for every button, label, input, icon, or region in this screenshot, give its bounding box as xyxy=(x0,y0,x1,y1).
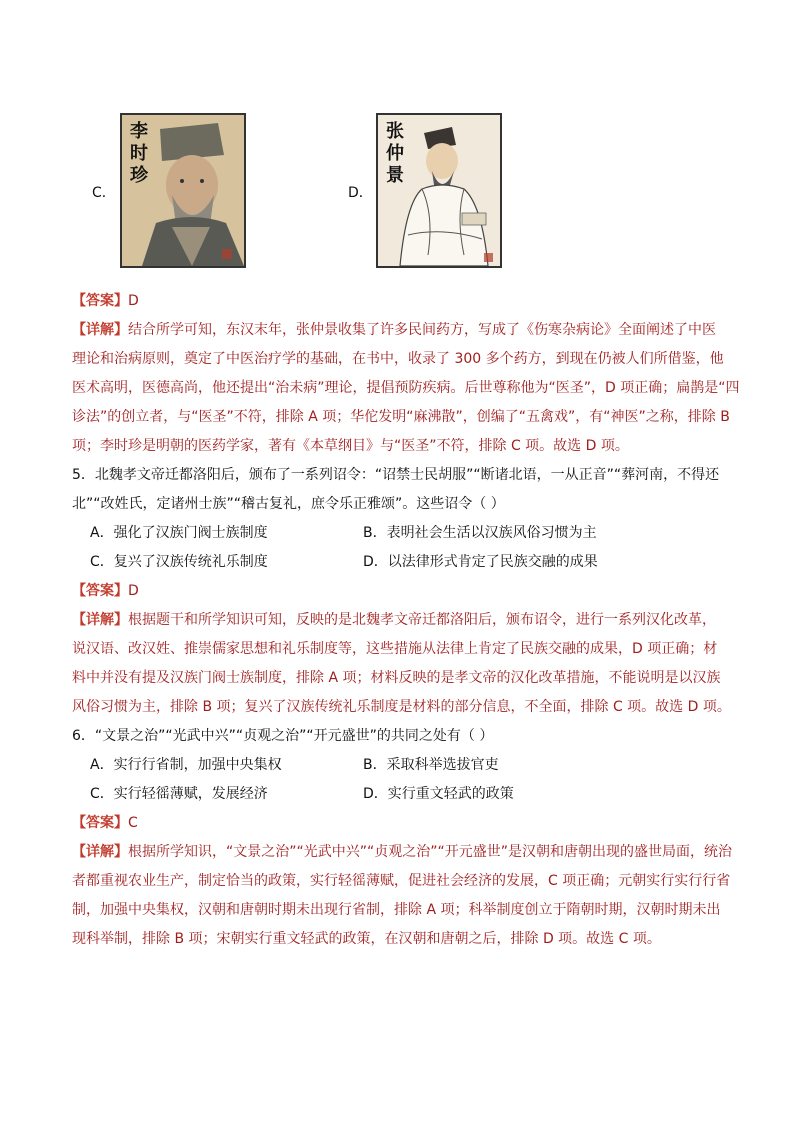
q6-option-c: C．实行轻徭薄赋，发展经济 xyxy=(90,786,268,802)
q5-stem-line: 5．北魏孝文帝迁都洛阳后，颁布了一系列诏令：“诏禁士民胡服”“断诸北语，一从正音”“葬河南，不得还 xyxy=(72,467,720,483)
q5-options-row xyxy=(72,548,732,577)
q5-explain-line: 风俗习惯为主，排除 B 项；复兴了汉族传统礼乐制度是材料的部分信息，不全面，排除 C 项。故选 D 项。 xyxy=(72,699,731,715)
q6-explain-line: 【详解】根据所学知识，“文景之治”“光武中兴”“贞观之治”“开元盛世”是汉朝和唐朝出现的盛世局面，统治 xyxy=(72,844,733,860)
q4-explain-line: 医术高明，医德高尚，他还提出“治未病”理论，提倡预防疾病。后世尊称他为“医圣”，D 项正确；扁鹊是“四 xyxy=(72,380,740,396)
q4-explain-line: 项；李时珍是明朝的医药学家，著有《本草纲目》与“医圣”不符，排除 C 项。故选 D 项。 xyxy=(72,438,629,454)
answer-tag: 【答案】 xyxy=(72,293,128,309)
answer-tag: 【答案】 xyxy=(72,815,128,831)
q4-explain-line: 理论和治病原则，奠定了中医治疗学的基础，在书中，收录了 300 多个药方，到现在仍被人们所借鉴，他 xyxy=(72,351,724,367)
explain-tag: 【详解】 xyxy=(72,612,128,628)
q5-explain-line: 【详解】根据题干和所学知识可知，反映的是北魏孝文帝迁都洛阳后，颁布诏令，进行一系列汉化改革， xyxy=(72,612,716,628)
question-content xyxy=(72,287,740,954)
zhang-zhongjing-portrait xyxy=(376,113,502,268)
q6-stem: 6．“文景之治”“光武中兴”“贞观之治”“开元盛世”的共同之处有（ ） xyxy=(72,728,494,744)
q6-explain-line: 现科举制，排除 B 项；宋朝实行重文轻武的政策，在汉朝和唐朝之后，排除 D 项。故选 C 项。 xyxy=(72,931,661,947)
q6-explain-line: 制，加强中央集权，汉朝和唐朝时期未出现行省制，排除 A 项；科举制度创立于隋朝时期，汉朝时期未出 xyxy=(72,902,721,918)
q5-option-b: B．表明社会生活以汉族风俗习惯为主 xyxy=(363,525,597,541)
answer-tag: 【答案】 xyxy=(72,583,128,599)
q5-explain-line: 料中并没有提及汉族门阀士族制度，排除 A 项；材料反映的是孝文帝的汉化改革措施，不能说明是以汉族 xyxy=(72,670,721,686)
q6-option-a: A．实行行省制，加强中央集权 xyxy=(90,757,282,773)
q5-option-a: A．强化了汉族门阀士族制度 xyxy=(90,525,268,541)
q6-option-b: B．采取科举选拔官吏 xyxy=(363,757,499,773)
q6-answer xyxy=(72,809,732,838)
q4-answer xyxy=(72,287,732,316)
answer-value: D xyxy=(128,293,139,309)
explain-tag: 【详解】 xyxy=(72,844,128,860)
q4-explain-line: 诊法”的创立者，与“医圣”不符，排除 A 项；华佗发明“麻沸散”，创编了“五禽戏”，有“神医”之称，排除 B xyxy=(72,409,730,425)
q5-explain-line: 说汉语、改汉姓、推崇儒家思想和礼乐制度等，这些措施从法律上肯定了民族交融的成果，D 项正确；材 xyxy=(72,641,718,657)
q4-explain-line: 【详解】结合所学可知，东汉末年，张仲景收集了许多民间药方，写成了《伤寒杂病论》全面阐述了中医 xyxy=(72,322,716,338)
q5-option-c: C．复兴了汉族传统礼乐制度 xyxy=(90,554,268,570)
option-c-label: C． xyxy=(92,185,116,201)
q6-options-row xyxy=(72,751,732,780)
q5-option-d: D．以法律形式肯定了民族交融的成果 xyxy=(363,554,598,570)
q6-option-d: D．实行重文轻武的政策 xyxy=(363,786,514,802)
explain-tag: 【详解】 xyxy=(72,322,128,338)
q6-explain-line: 者都重视农业生产，制定恰当的政策，实行轻徭薄赋，促进社会经济的发展，C 项正确；元朝实行实行行省 xyxy=(72,873,731,889)
zhang-zhongjing-name: 张 仲 景 xyxy=(386,121,404,186)
answer-value: D xyxy=(128,583,139,599)
q5-stem-line: 北”“改姓氏，定诸州士族”“稽古复礼，庶令乐正雅颂”。这些诏令（ ） xyxy=(72,496,505,512)
q6-options-row xyxy=(72,780,732,809)
q5-options-row xyxy=(72,519,732,548)
li-shizhen-name: 李 时 珍 xyxy=(130,121,148,186)
answer-value: C xyxy=(128,815,138,831)
q5-answer xyxy=(72,577,732,606)
option-d-label: D． xyxy=(348,185,373,201)
li-shizhen-portrait xyxy=(120,113,246,268)
